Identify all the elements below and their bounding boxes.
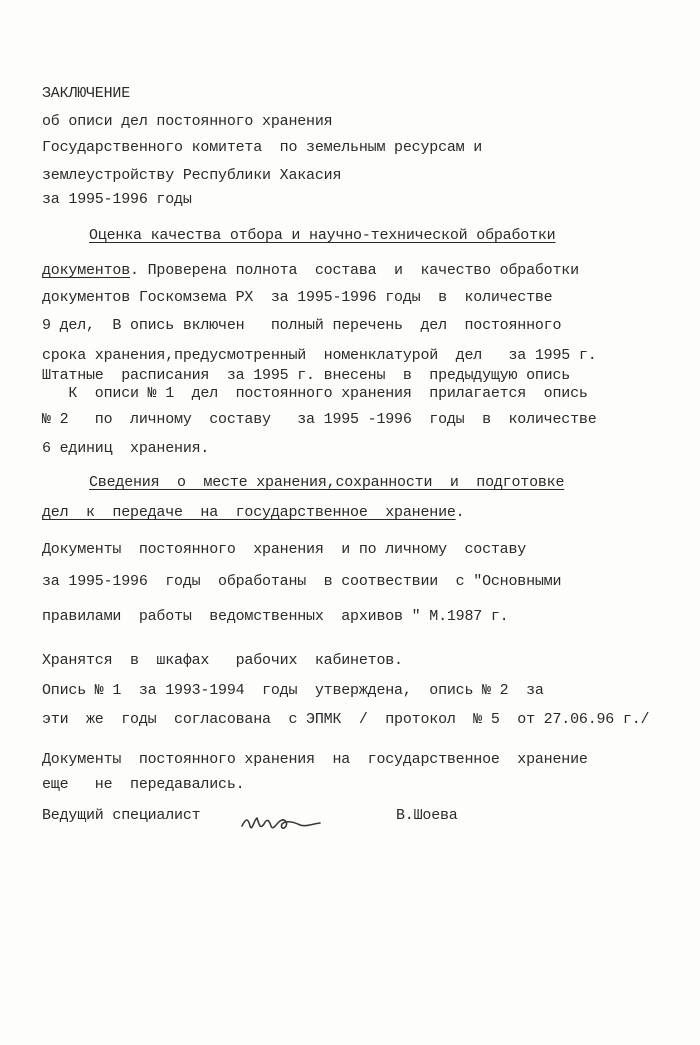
body-line-7: Документы постоянного хранения на государственное хранение — [42, 751, 588, 768]
section2-heading-continued: дел к передаче на государственное хранение — [42, 504, 456, 521]
body-line-6: эти же годы согласована с ЭПМК / протокол № 5 от 27.06.96 г./ — [42, 711, 650, 728]
section1-heading: Оценка качества отбора и научно-технической обработки — [89, 227, 556, 244]
section1-line-8: 6 единиц хранения. — [42, 440, 210, 457]
section1-line-3: 9 дел, В опись включен полный перечень дел постоянного — [42, 317, 562, 334]
title-line-3: Государственного комитета по земельным ресурсам и — [42, 139, 483, 156]
title-line-4: землеустройству Республики Хакасия — [42, 167, 342, 184]
section1-line-2: документов Госкомзема РХ за 1995-1996 годы в количестве — [42, 289, 553, 306]
section1-line-1-text: . Проверена полнота состава и качество обработки — [130, 262, 579, 279]
body-line-1: Документы постоянного хранения и по личному составу — [42, 541, 527, 558]
document-title: ЗАКЛЮЧЕНИЕ — [42, 85, 131, 102]
signatory-position: Ведущий специалист — [42, 807, 201, 824]
body-line-5: Опись № 1 за 1993-1994 годы утверждена, опись № 2 за — [42, 682, 544, 699]
section2-heading: Сведения о месте хранения,сохранности и подготовке — [89, 474, 565, 491]
body-line-2: за 1995-1996 годы обработаны в соотвествии с "Основными — [42, 573, 562, 590]
section1-line-1 — [42, 262, 579, 280]
section1-line-4: срока хранения,предусмотренный номенклатурой дел за 1995 г. — [42, 347, 597, 364]
title-line-5: за 1995-1996 годы — [42, 191, 192, 208]
section1-line-7: № 2 по личному составу за 1995 -1996 годы в количестве — [42, 411, 597, 428]
body-line-3: правилами работы ведомственных архивов " М.1987 г. — [42, 608, 509, 625]
section1-line-6: К описи № 1 дел постоянного хранения прилагается опись — [42, 385, 588, 402]
title-line-2: об описи дел постоянного хранения — [42, 113, 333, 130]
section1-line-5: Штатные расписания за 1995 г. внесены в предыдущую опись — [42, 367, 571, 384]
section2-heading-end: . — [455, 504, 465, 521]
body-line-4: Хранятся в шкафах рабочих кабинетов. — [42, 652, 403, 669]
section2-heading-line-2 — [42, 504, 464, 522]
handwritten-signature — [238, 806, 328, 836]
section1-heading-continued: документов — [42, 262, 131, 279]
body-line-8: еще не передавались. — [42, 776, 245, 793]
signatory-name: В.Шоева — [396, 807, 458, 824]
